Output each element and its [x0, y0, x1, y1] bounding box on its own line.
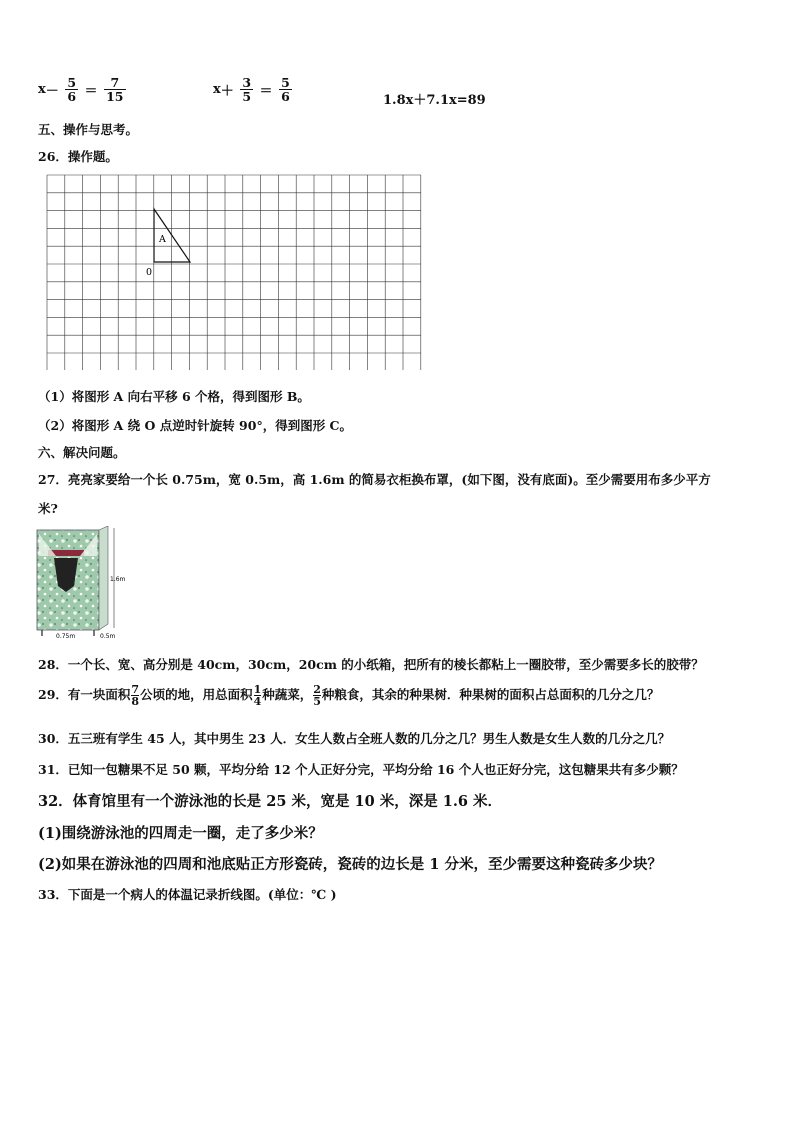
q29-part-4: 种粮食，其余的种果树．种果树的面积占总面积的几分之几？ — [321, 687, 660, 702]
eq2-var: x — [213, 82, 221, 97]
wardrobe-side — [99, 526, 108, 630]
q33: 33．下面是一个病人的体温记录折线图。(单位：℃ ) — [38, 887, 337, 902]
q27-line-2: 米? — [38, 501, 58, 516]
denominator: 4 — [253, 695, 262, 708]
eq3-text: 1.8x＋7.1x=89 — [383, 93, 486, 108]
eq2-fraction-right — [279, 76, 292, 103]
denominator: 6 — [281, 89, 290, 104]
q28: 28．一个长、宽、高分别是 40cm，30cm，20cm 的小纸箱，把所有的棱长都粘上一圈胶带，至少需要多长的胶带？ — [38, 657, 704, 672]
eq2-equals: ＝ — [259, 84, 273, 99]
q31: 31．已知一包糖果不足 50 颗，平均分给 12 个人正好分完，平均分给 16 个人也正好分完，这包糖果共有多少颗？ — [38, 762, 684, 777]
q32-line-1: 32．体育馆里有一个游泳池的长是 25 米，宽是 10 米，深是 1.6 米． — [38, 793, 503, 810]
denominator: 5 — [313, 695, 321, 708]
eq1-op: － — [45, 84, 59, 99]
equation-3 — [383, 89, 486, 108]
denominator: 8 — [131, 695, 140, 708]
q29 — [38, 684, 659, 707]
numerator: 1 — [253, 683, 262, 696]
q30: 30．五三班有学生 45 人，其中男生 23 人．女生人数占全班人数的几分之几？男生人数是女生人数的几分之几？ — [38, 731, 671, 746]
wardrobe-figure — [36, 526, 128, 640]
denominator: 6 — [67, 89, 77, 104]
q26-sub-1: （1）将图形 A 向右平移 6 个格，得到图形 B。 — [38, 389, 310, 404]
q26-grid-figure — [46, 174, 426, 370]
eq1-equals: ＝ — [84, 84, 98, 99]
denominator: 15 — [106, 89, 124, 104]
eq1-var: x — [38, 82, 46, 97]
grid-lines — [47, 175, 421, 370]
q32-sub-1: (1)围绕游泳池的四周走一圈，走了多少米？ — [38, 825, 323, 842]
q29-part-2: 公顷的地，用总面积 — [140, 687, 253, 702]
numerator: 7 — [104, 76, 125, 90]
q29-fraction-2 — [254, 684, 262, 707]
equation-2 — [213, 76, 294, 103]
eq2-op: ＋ — [220, 84, 234, 99]
length-label: 0.75m — [56, 633, 76, 640]
q29-fraction-3 — [313, 684, 321, 707]
equation-1 — [38, 76, 128, 103]
denominator: 5 — [242, 89, 252, 104]
label-o: 0 — [146, 267, 153, 278]
section-5-heading: 五、操作与思考。 — [38, 122, 139, 137]
eq2-fraction-left — [240, 76, 253, 103]
q29-fraction-1 — [131, 684, 139, 707]
q29-part-1: 29．有一块面积 — [38, 687, 131, 702]
numerator: 3 — [242, 75, 252, 90]
q27-line-1: 27．亮亮家要给一个长 0.75m，宽 0.5m，高 1.6m 的简易衣柜换布罩，(如下图，没有底面)。至少需要用布多少平方 — [38, 472, 711, 487]
label-a: A — [159, 234, 166, 245]
numerator: 2 — [313, 683, 321, 696]
eq1-fraction-left — [65, 76, 78, 103]
q26-title: 26．操作题。 — [38, 149, 118, 164]
q32-sub-2: (2)如果在游泳池的四周和池底贴正方形瓷砖，瓷砖的边长是 1 分米，至少需要这种瓷砖多少块？ — [38, 856, 662, 873]
eq1-fraction-right — [104, 76, 125, 103]
numerator: 5 — [67, 75, 77, 90]
height-label: 1.6m — [110, 576, 126, 583]
q29-part-3: 种蔬菜， — [262, 687, 313, 702]
width-label: 0.5m — [100, 633, 116, 640]
numerator: 7 — [131, 683, 140, 696]
numerator: 5 — [281, 75, 290, 90]
section-6-heading: 六、解决问题。 — [38, 445, 126, 460]
q26-sub-2: （2）将图形 A 绕 O 点逆时针旋转 90°，得到图形 C。 — [38, 418, 352, 433]
